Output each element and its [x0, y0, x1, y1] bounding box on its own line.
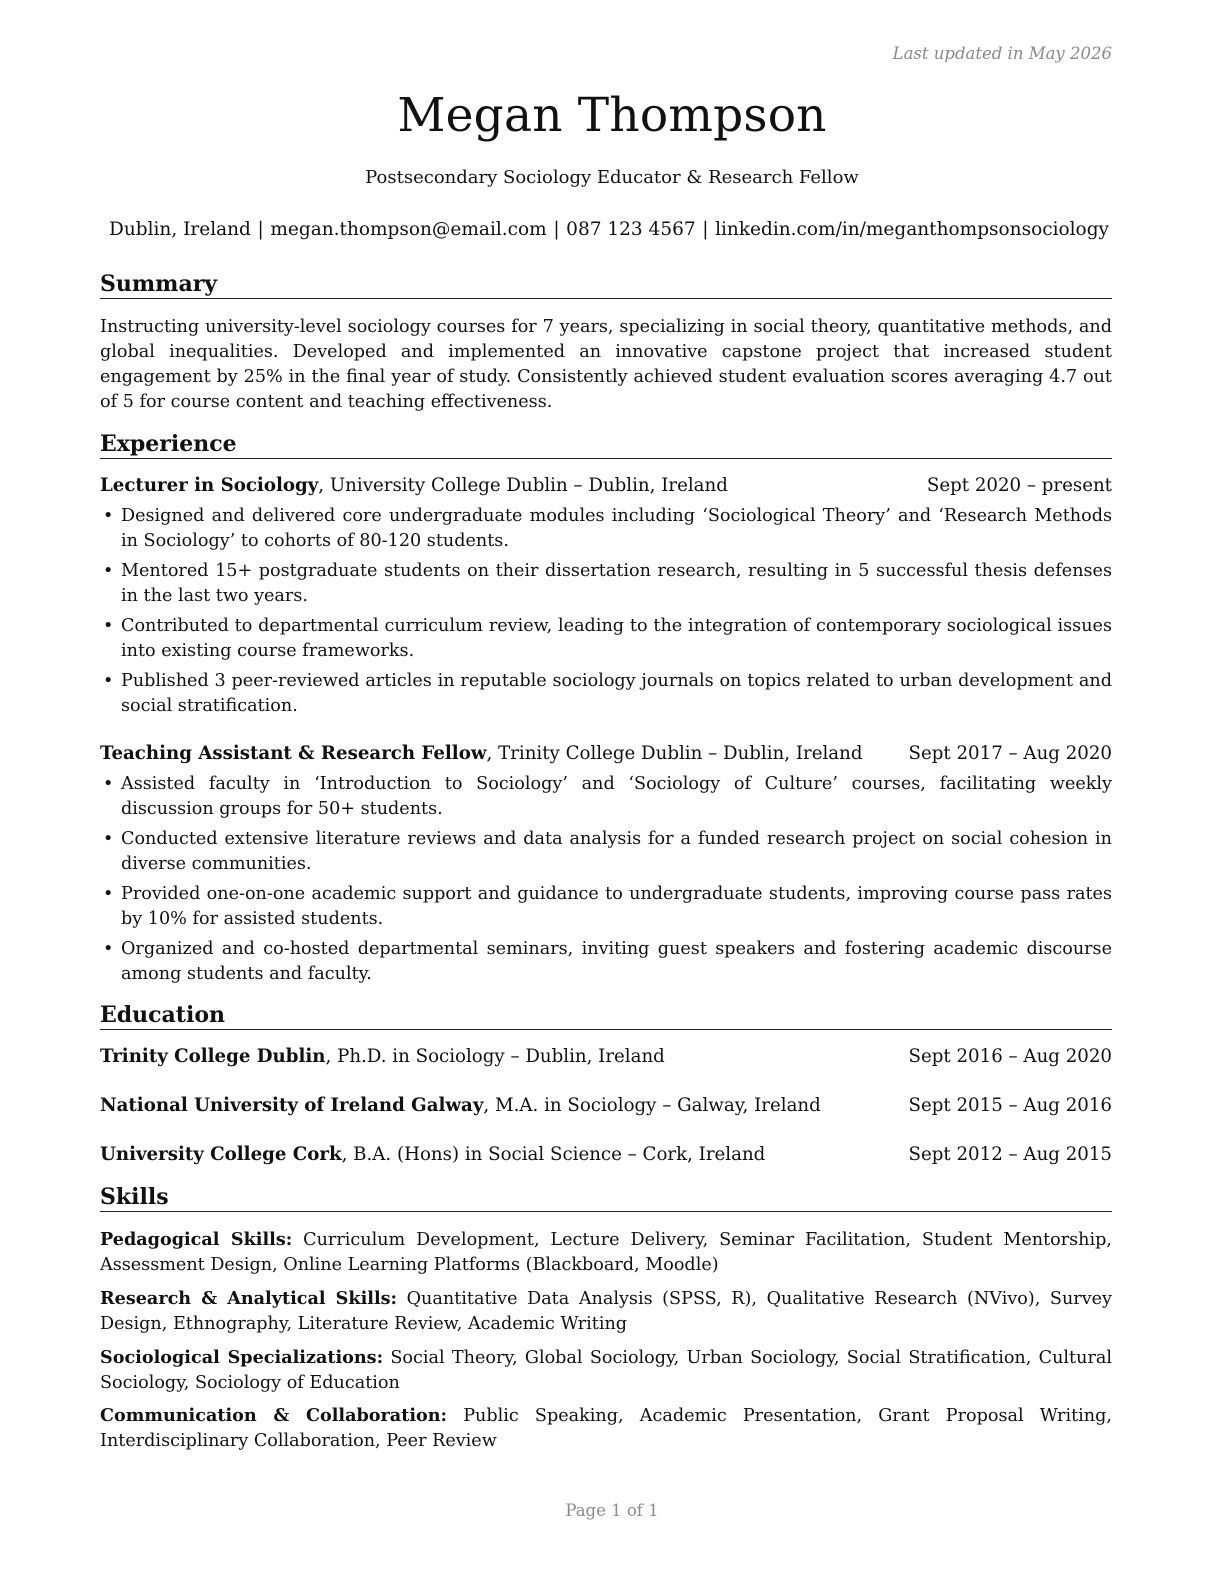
education-dates: Sept 2012 – Aug 2015	[908, 1144, 1112, 1165]
job-dates: Sept 2020 – present	[926, 475, 1112, 496]
education-dates: Sept 2015 – Aug 2016	[908, 1095, 1112, 1116]
contact-location: Dublin, Ireland	[109, 219, 251, 240]
list-item: • Contributed to departmental curriculum review, leading to the integration of contemporary sociological issues into existing course frameworks.	[100, 614, 1112, 664]
skill-row	[100, 1403, 1112, 1454]
skill-label: Sociological Specializations:	[100, 1347, 384, 1368]
page-number: Page 1 of 1	[565, 1501, 659, 1520]
skill-text: Social Theory, Global Sociology, Urban Sociology, Social Stratification, Cultural Sociology, Sociology of Education	[100, 1348, 1112, 1393]
section-title-summary: Summary	[100, 271, 1112, 299]
education-entry	[100, 1094, 1112, 1118]
skill-text: Quantitative Data Analysis (SPSS, R), Qualitative Research (NVivo), Survey Design, Ethnography, Literature Review, Academic Writing	[100, 1289, 1112, 1334]
list-item: • Assisted faculty in ‘Introduction to Sociology’ and ‘Sociology of Culture’ courses, facilitating weekly discussion groups for 50+ students.	[100, 772, 1112, 822]
school-name: Trinity College Dublin	[100, 1046, 326, 1067]
skill-label: Research & Analytical Skills:	[100, 1288, 398, 1309]
experience-bullets	[100, 504, 1112, 724]
school-name: University College Cork	[100, 1144, 342, 1165]
list-item: • Mentored 15+ postgraduate students on their dissertation research, resulting in 5 successful thesis defenses in the last two years.	[100, 559, 1112, 609]
contact-linkedin[interactable]: linkedin.com/in/meganthompsonsociology	[715, 219, 1109, 240]
resume-tagline: Postsecondary Sociology Educator & Research Fellow	[365, 167, 859, 188]
list-item: • Conducted extensive literature reviews and data analysis for a funded research project on social cohesion in diverse communities.	[100, 827, 1112, 877]
degree-detail: , Ph.D. in Sociology – Dublin, Ireland	[325, 1046, 665, 1067]
job-title: Lecturer in Sociology	[100, 475, 319, 496]
skill-text: Curriculum Development, Lecture Delivery, Seminar Facilitation, Student Mentorship, Assessment Design, Online Learning Platforms (Blackboard, Moodle)	[100, 1230, 1112, 1275]
list-item: • Published 3 peer-reviewed articles in reputable sociology journals on topics related to urban development and social stratification.	[100, 669, 1112, 719]
skill-row	[100, 1286, 1112, 1337]
skill-label: Communication & Collaboration:	[100, 1405, 448, 1426]
skill-label: Pedagogical Skills:	[100, 1229, 293, 1250]
contact-separator: |	[702, 219, 709, 240]
experience-bullets	[100, 772, 1112, 992]
degree-detail: , B.A. (Hons) in Social Science – Cork, Ireland	[341, 1144, 766, 1165]
job-org: , Trinity College Dublin – Dublin, Ireland	[486, 743, 863, 764]
job-org: , University College Dublin – Dublin, Ireland	[318, 475, 728, 496]
contact-email[interactable]: megan.thompson@email.com	[270, 219, 547, 240]
list-item: • Provided one-on-one academic support and guidance to undergraduate students, improving course pass rates by 10% for assisted students.	[100, 882, 1112, 932]
education-entry	[100, 1045, 1112, 1069]
list-item: • Designed and delivered core undergraduate modules including ‘Sociological Theory’ and ‘Research Methods in Sociology’ to cohorts of 80-120 students.	[100, 504, 1112, 554]
summary-text: Instructing university-level sociology courses for 7 years, specializing in social theory, quantitative methods, and global inequalities. Developed and implemented an innovative capstone project that increased student engagement by 25% in the final year of study. Consistently achieved student evaluation scores averaging 4.7 out of 5 for course content and teaching effectiveness.	[100, 317, 1112, 412]
experience-entry-header	[100, 474, 1112, 498]
education-dates: Sept 2016 – Aug 2020	[908, 1046, 1112, 1067]
last-updated: Last updated in May 2026	[892, 44, 1112, 63]
contact-separator: |	[257, 219, 264, 240]
section-title-skills: Skills	[100, 1184, 1112, 1212]
education-entry	[100, 1143, 1112, 1167]
skill-row	[100, 1227, 1112, 1278]
section-title-education: Education	[100, 1002, 1112, 1030]
list-item: • Organized and co-hosted departmental seminars, inviting guest speakers and fostering academic discourse among students and faculty.	[100, 937, 1112, 987]
contact-phone[interactable]: 087 123 4567	[566, 219, 696, 240]
skill-row	[100, 1345, 1112, 1396]
school-name: National University of Ireland Galway	[100, 1095, 484, 1116]
skill-text: Public Speaking, Academic Presentation, Grant Proposal Writing, Interdisciplinary Collaboration, Peer Review	[100, 1406, 1112, 1451]
degree-detail: , M.A. in Sociology – Galway, Ireland	[483, 1095, 821, 1116]
job-title: Teaching Assistant & Research Fellow	[100, 743, 487, 764]
contact-separator: |	[553, 219, 560, 240]
section-title-experience: Experience	[100, 431, 1112, 459]
contact-line	[109, 219, 1109, 240]
experience-entry-header	[100, 742, 1112, 766]
job-dates: Sept 2017 – Aug 2020	[908, 743, 1112, 764]
resume-name: Megan Thompson	[397, 88, 827, 143]
